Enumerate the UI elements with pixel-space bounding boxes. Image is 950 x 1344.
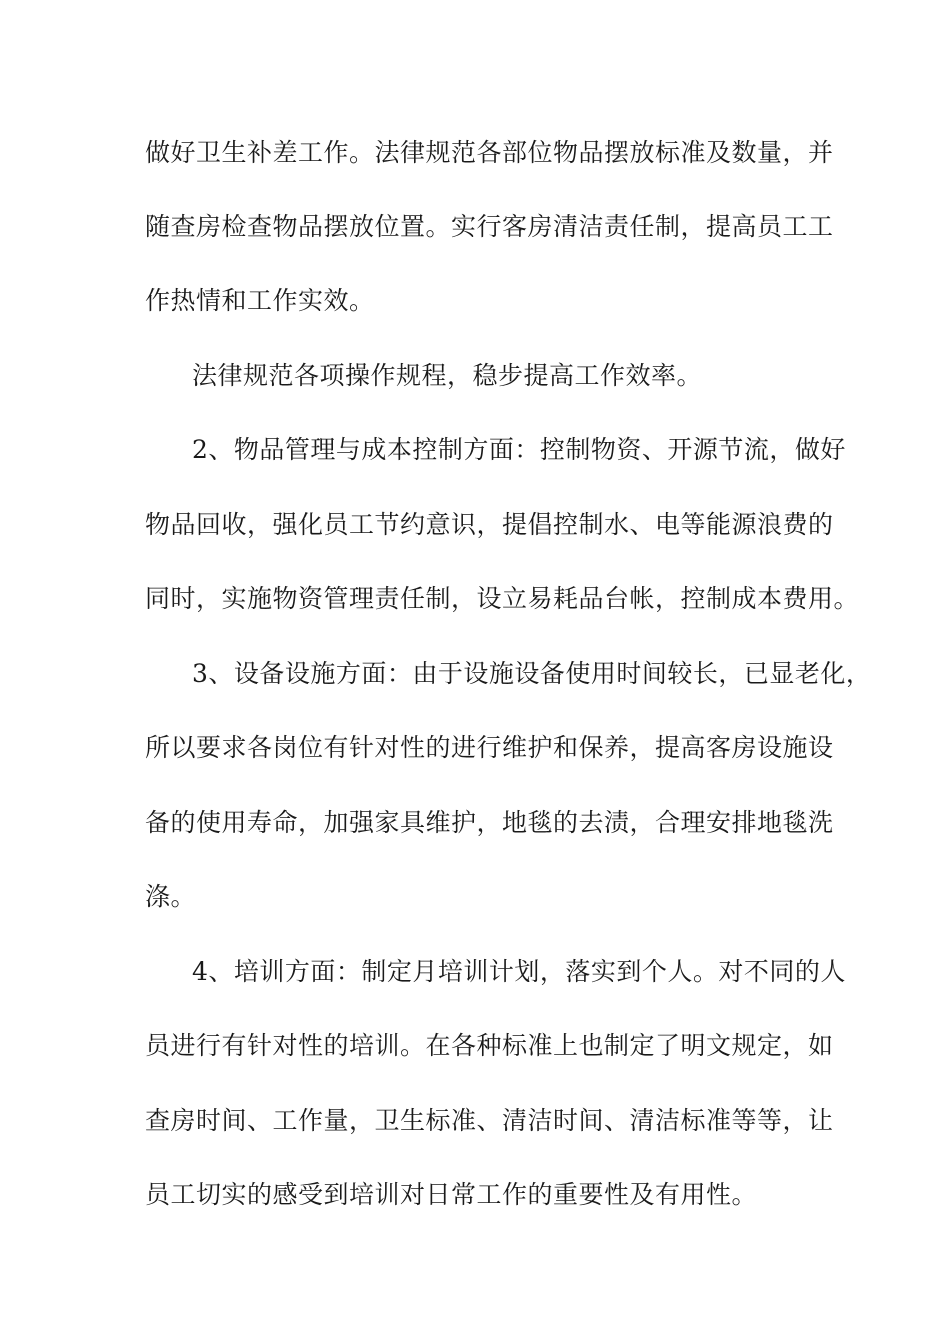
paragraph-start-line: 法律规范各项操作规程，稳步提高工作效率。 bbox=[192, 361, 703, 390]
text-line: 物品回收，强化员工节约意识，提倡控制水、电等能源浪费的 bbox=[145, 510, 834, 539]
text-line: 随查房检查物品摆放位置。实行客房清洁责任制，提高员工工 bbox=[145, 212, 834, 241]
text-line: 作热情和工作实效。 bbox=[145, 286, 375, 315]
text-line: 员工切实的感受到培训对日常工作的重要性及有用性。 bbox=[145, 1180, 758, 1209]
text-line: 员进行有针对性的培训。在各种标准上也制定了明文规定，如 bbox=[145, 1031, 834, 1060]
paragraph-start-line: 2、物品管理与成本控制方面：控制物资、开源节流，做好 bbox=[192, 435, 846, 464]
text-line: 做好卫生补差工作。法律规范各部位物品摆放标准及数量，并 bbox=[145, 138, 834, 167]
paragraph-start-line: 4、培训方面：制定月培训计划，落实到个人。对不同的人 bbox=[192, 957, 846, 986]
text-line: 备的使用寿命，加强家具维护，地毯的去渍，合理安排地毯洗 bbox=[145, 808, 834, 837]
text-line: 查房时间、工作量，卫生标准、清洁时间、清洁标准等等，让 bbox=[145, 1106, 834, 1135]
paragraph-start-line: 3、设备设施方面：由于设施设备使用时间较长，已显老化， bbox=[192, 659, 872, 688]
text-line: 同时，实施物资管理责任制，设立易耗品台帐，控制成本费用。 bbox=[145, 584, 860, 613]
text-line: 涤。 bbox=[145, 882, 197, 911]
text-line: 所以要求各岗位有针对性的进行维护和保养，提高客房设施设 bbox=[145, 733, 834, 762]
